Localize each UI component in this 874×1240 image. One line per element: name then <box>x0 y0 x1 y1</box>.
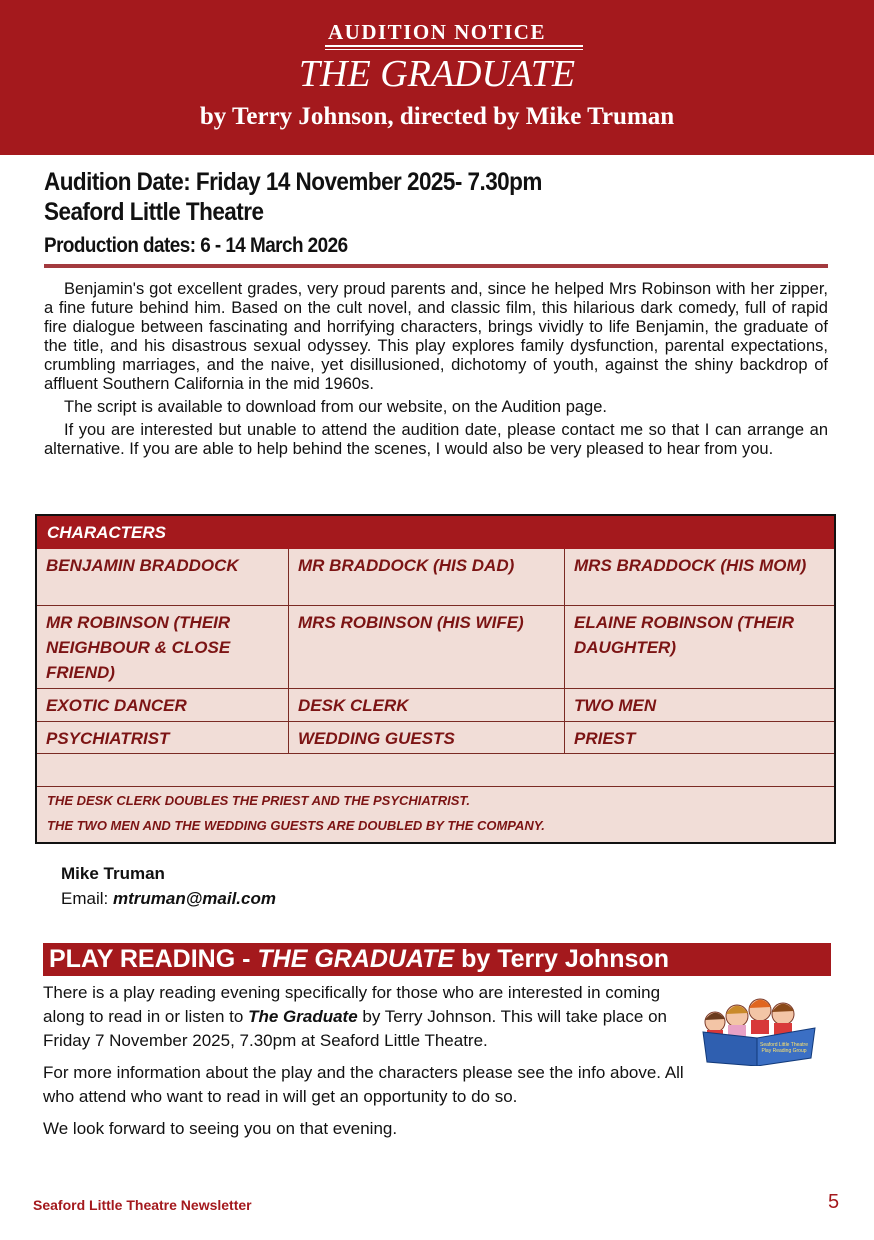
character-cell: MRS ROBINSON (HIS WIFE) <box>289 606 565 689</box>
character-cell: PSYCHIATRIST <box>37 722 289 754</box>
synopsis <box>44 280 828 459</box>
production-dates: Production dates: 6 - 14 March 2026 <box>44 234 348 257</box>
play-reading-paragraph: For more information about the play and the characters please see the info above. All who attend who want to read in will get an opportunity to do so. <box>43 1063 684 1106</box>
banner-rule-thin <box>325 49 583 50</box>
play-byline: by Terry Johnson, directed by Mike Truman <box>199 103 675 130</box>
character-cell: MRS BRADDOCK (HIS MOM) <box>565 549 834 606</box>
characters-header: CHARACTERS <box>37 516 834 549</box>
doubling-note: THE DESK CLERK DOUBLES THE PRIEST AND THE PSYCHIATRIST. <box>47 793 471 808</box>
character-cell: ELAINE ROBINSON (THEIR DAUGHTER) <box>565 606 834 689</box>
character-cell: DESK CLERK <box>289 689 565 722</box>
empty-row <box>37 754 834 787</box>
contact-block <box>61 861 276 911</box>
audition-date: Audition Date: Friday 14 November 2025- 7.30pm <box>44 168 542 196</box>
play-reading-text <box>43 981 693 1149</box>
email-label: Email: <box>61 889 113 908</box>
contact-email-line <box>61 886 276 911</box>
play-title-inline: The Graduate <box>248 1007 358 1026</box>
synopsis-paragraph: Benjamin's got excellent grades, very proud parents and, since he helped Mrs Robinson with her zipper, a fine future behind him. Based on the cult novel, and classic film, this hilarious dark comedy, full of rapid fire dialogue between fascinating and horrifying characters, brings vividly to life Benjamin, the graduate of the title, and his disastrous sexual odyssey. This play explores family dysfunction, parental expectations, crumbling marriages, and the naive, yet disillusioned, dichotomy of youth, against the shiny backdrop of affluent Southern California in the mid 1960s. <box>44 280 828 393</box>
header-banner <box>0 0 874 155</box>
audition-notice-label: AUDITION NOTICE <box>328 20 546 44</box>
character-cell: WEDDING GUESTS <box>289 722 565 754</box>
play-title: THE GRADUATE <box>298 53 576 95</box>
text-run: There is a play reading evening specifically for those who are interested in coming along to read in or listen to <box>43 983 661 1026</box>
newsletter-footer: Seaford Little Theatre Newsletter <box>33 1197 252 1213</box>
character-cell: MR BRADDOCK (HIS DAD) <box>289 549 565 606</box>
heading-prefix: PLAY READING - <box>49 945 258 973</box>
characters-table <box>35 514 836 844</box>
play-reading-heading <box>43 943 831 976</box>
character-cell: MR ROBINSON (THEIR NEIGHBOUR & CLOSE FRIEND) <box>37 606 289 689</box>
email-link[interactable]: mtruman@mail.com <box>112 889 276 908</box>
play-reading-paragraph <box>43 981 693 1053</box>
banner-rule <box>325 45 583 47</box>
character-cell: BENJAMIN BRADDOCK <box>37 549 289 606</box>
character-cell: PRIEST <box>565 722 834 754</box>
character-cell: EXOTIC DANCER <box>37 689 289 722</box>
contact-name: Mike Truman <box>61 864 165 883</box>
script-paragraph: The script is available to download from our website, on the Audition page. <box>64 398 607 416</box>
contact-paragraph: If you are interested but unable to attend the audition date, please contact me so that I can arrange an alternative. If you are able to help behind the scenes, I would also be very pleased to hear from you. <box>44 421 828 458</box>
section-divider <box>44 264 828 268</box>
book-text: Seaford Little Theatre <box>760 1042 808 1048</box>
heading-title: THE GRADUATE <box>257 945 455 973</box>
text-run: by Terry Johnson. This will take place on Friday 7 November 2025, 7.30pm at Seaford Little Theatre. <box>43 1007 667 1050</box>
play-reading-paragraph: We look forward to seeing you on that evening. <box>43 1119 398 1138</box>
reading-group-illustration <box>697 992 821 1066</box>
page-number: 5 <box>828 1191 840 1213</box>
audition-heading <box>44 167 542 227</box>
book-text: Play Reading Group <box>761 1048 807 1054</box>
audition-venue: Seaford Little Theatre <box>44 198 264 226</box>
heading-suffix: by Terry Johnson <box>454 945 669 973</box>
doubling-note: THE TWO MEN AND THE WEDDING GUESTS ARE DOUBLED BY THE COMPANY. <box>47 818 545 833</box>
character-cell: TWO MEN <box>565 689 834 722</box>
